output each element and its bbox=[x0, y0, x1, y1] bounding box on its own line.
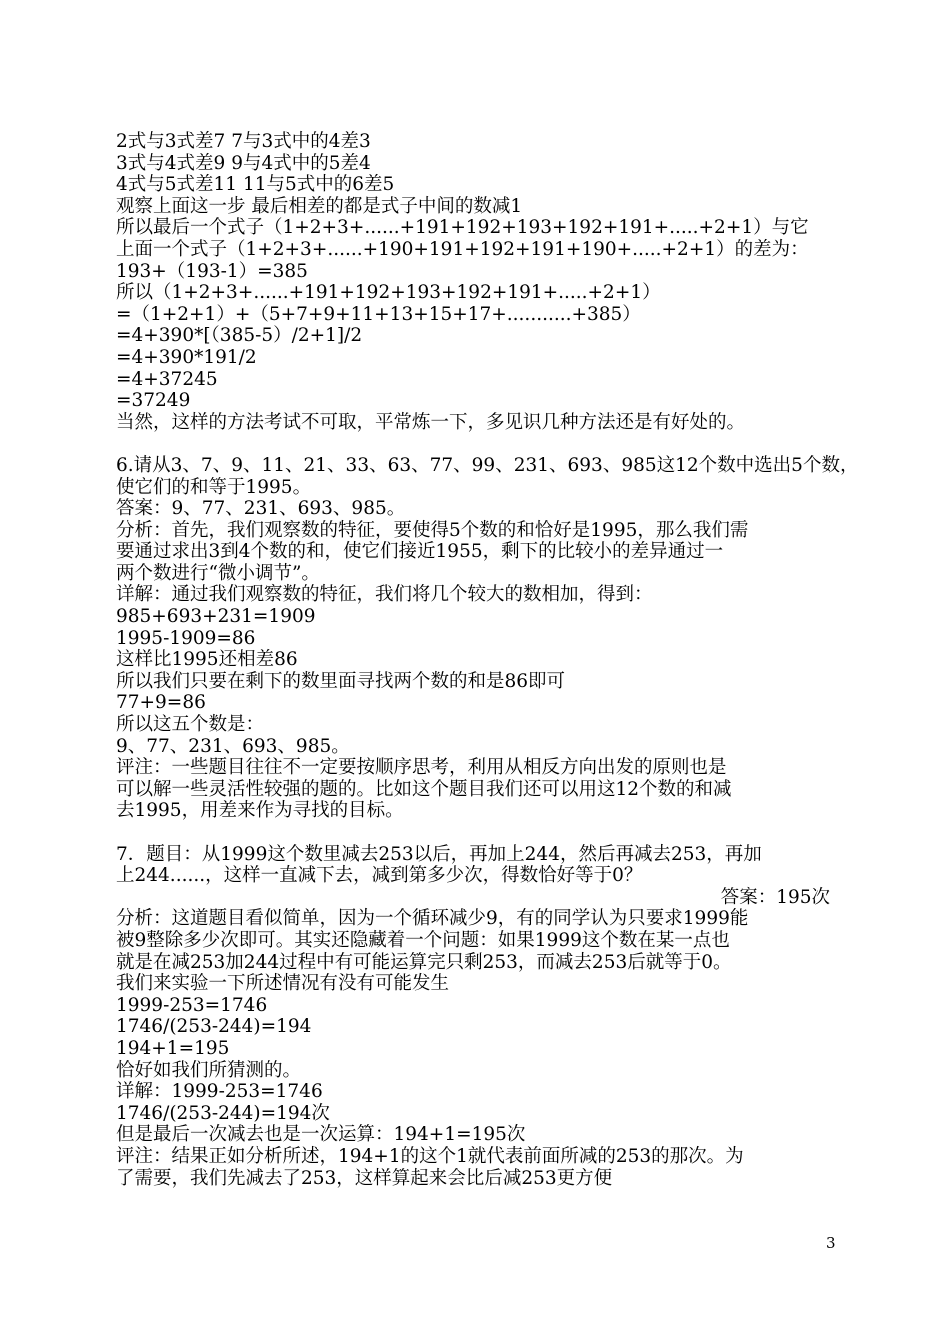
text-line: 就是在减253加244过程中有可能运算完只剩253，而减去253后就等于0。 bbox=[116, 951, 732, 973]
text-line: 但是最后一次减去也是一次运算：194+1=195次 bbox=[116, 1124, 526, 1146]
text-line: 7．题目：从1999这个数里减去253以后，再加上244，然后再减去253，再加 bbox=[116, 843, 762, 865]
text-line: 9、77、231、693、985。 bbox=[116, 735, 350, 757]
text-line: 两个数进行“微小调节”。 bbox=[116, 562, 320, 584]
text-line: =4+390*191/2 bbox=[116, 346, 257, 368]
text-line: 193+（193-1）=385 bbox=[116, 260, 308, 282]
text-line: 评注：结果正如分析所述，194+1的这个1就代表前面所减的253的那次。为 bbox=[116, 1145, 744, 1167]
text-line: 分析：这道题目看似简单，因为一个循环减少9，有的同学认为只要求1999能 bbox=[116, 908, 749, 930]
text-line: 这样比1995还相差86 bbox=[116, 649, 298, 671]
text-line: =4+390*[（385-5）/2+1]/2 bbox=[116, 325, 363, 347]
text-line: 被9整除多少次即可。其实还隐藏着一个问题：如果1999这个数在某一点也 bbox=[116, 929, 730, 951]
text-line: 上244......，这样一直减下去，减到第多少次，得数恰好等于0？ bbox=[116, 865, 643, 887]
text-line: 详解：1999-253=1746 bbox=[116, 1081, 323, 1103]
text-line: 详解：通过我们观察数的特征，我们将几个较大的数相加，得到： bbox=[116, 584, 653, 606]
text-line: 所以最后一个式子（1+2+3+......+191+192+193+192+191+.....+2+1）与它 bbox=[116, 217, 809, 239]
page-number: 3 bbox=[826, 1234, 836, 1252]
text-line: 所以我们只要在剩下的数里面寻找两个数的和是86即可 bbox=[116, 670, 566, 692]
text-line: 评注：一些题目往往不一定要按顺序思考，利用从相反方向出发的原则也是 bbox=[116, 757, 727, 779]
blank-line bbox=[116, 433, 840, 455]
text-line: 答案：9、77、231、693、985。 bbox=[116, 498, 406, 520]
text-line: 194+1=195 bbox=[116, 1037, 230, 1059]
document-body bbox=[116, 131, 859, 1189]
text-line: 去1995，用差来作为寻找的目标。 bbox=[116, 800, 404, 822]
text-line: 可以解一些灵活性较强的题的。比如这个题目我们还可以用这12个数的和减 bbox=[116, 778, 732, 800]
text-line: 上面一个式子（1+2+3+......+190+191+192+191+190+.....+2+1）的差为： bbox=[116, 238, 809, 260]
text-line: 了需要，我们先减去了253，这样算起来会比后减253更方便 bbox=[116, 1167, 613, 1189]
text-line: 分析：首先，我们观察数的特征，要使得5个数的和恰好是1995，那么我们需 bbox=[116, 519, 749, 541]
text-line: 1999-253=1746 bbox=[116, 994, 268, 1016]
text-line: 答案：195次 bbox=[720, 886, 830, 908]
text-line: 所以这五个数是： bbox=[116, 714, 265, 736]
text-line: 1995-1909=86 bbox=[116, 627, 256, 649]
text-line: =（1+2+1）+（5+7+9+11+13+15+17+...........+385） bbox=[116, 303, 641, 325]
text-line: 恰好如我们所猜测的。 bbox=[116, 1059, 302, 1081]
text-line: 要通过求出3到4个数的和，使它们接近1955，剩下的比较小的差异通过一 bbox=[116, 541, 724, 563]
text-line: 使它们的和等于1995。 bbox=[116, 476, 312, 498]
text-line: 1746/(253-244)=194 bbox=[116, 1016, 312, 1038]
text-line: 77+9=86 bbox=[116, 692, 206, 714]
text-line: 1746/(253-244)=194次 bbox=[116, 1102, 330, 1124]
text-line: 2式与3式差7 7与3式中的4差3 bbox=[116, 131, 371, 152]
text-line: 当然，这样的方法考试不可取，平常炼一下，多见识几种方法还是有好处的。 bbox=[116, 411, 746, 433]
text-line: 6.请从3、7、9、11、21、33、63、77、99、231、693、985这12个数中选出5个数， bbox=[116, 454, 859, 476]
text-line: 我们来实验一下所述情况有没有可能发生 bbox=[116, 973, 450, 995]
text-line: =37249 bbox=[116, 390, 191, 412]
text-line: 观察上面这一步 最后相差的都是式子中间的数减1 bbox=[116, 195, 523, 217]
text-line: 4式与5式差11 11与5式中的6差5 bbox=[116, 174, 395, 196]
text-line: 所以（1+2+3+......+191+192+193+192+191+.....+2+1） bbox=[116, 282, 661, 304]
text-line: 985+693+231=1909 bbox=[116, 606, 316, 628]
blank-line bbox=[116, 822, 840, 844]
text-line: 3式与4式差9 9与4式中的5差4 bbox=[116, 152, 371, 174]
text-line: =4+37245 bbox=[116, 368, 218, 390]
